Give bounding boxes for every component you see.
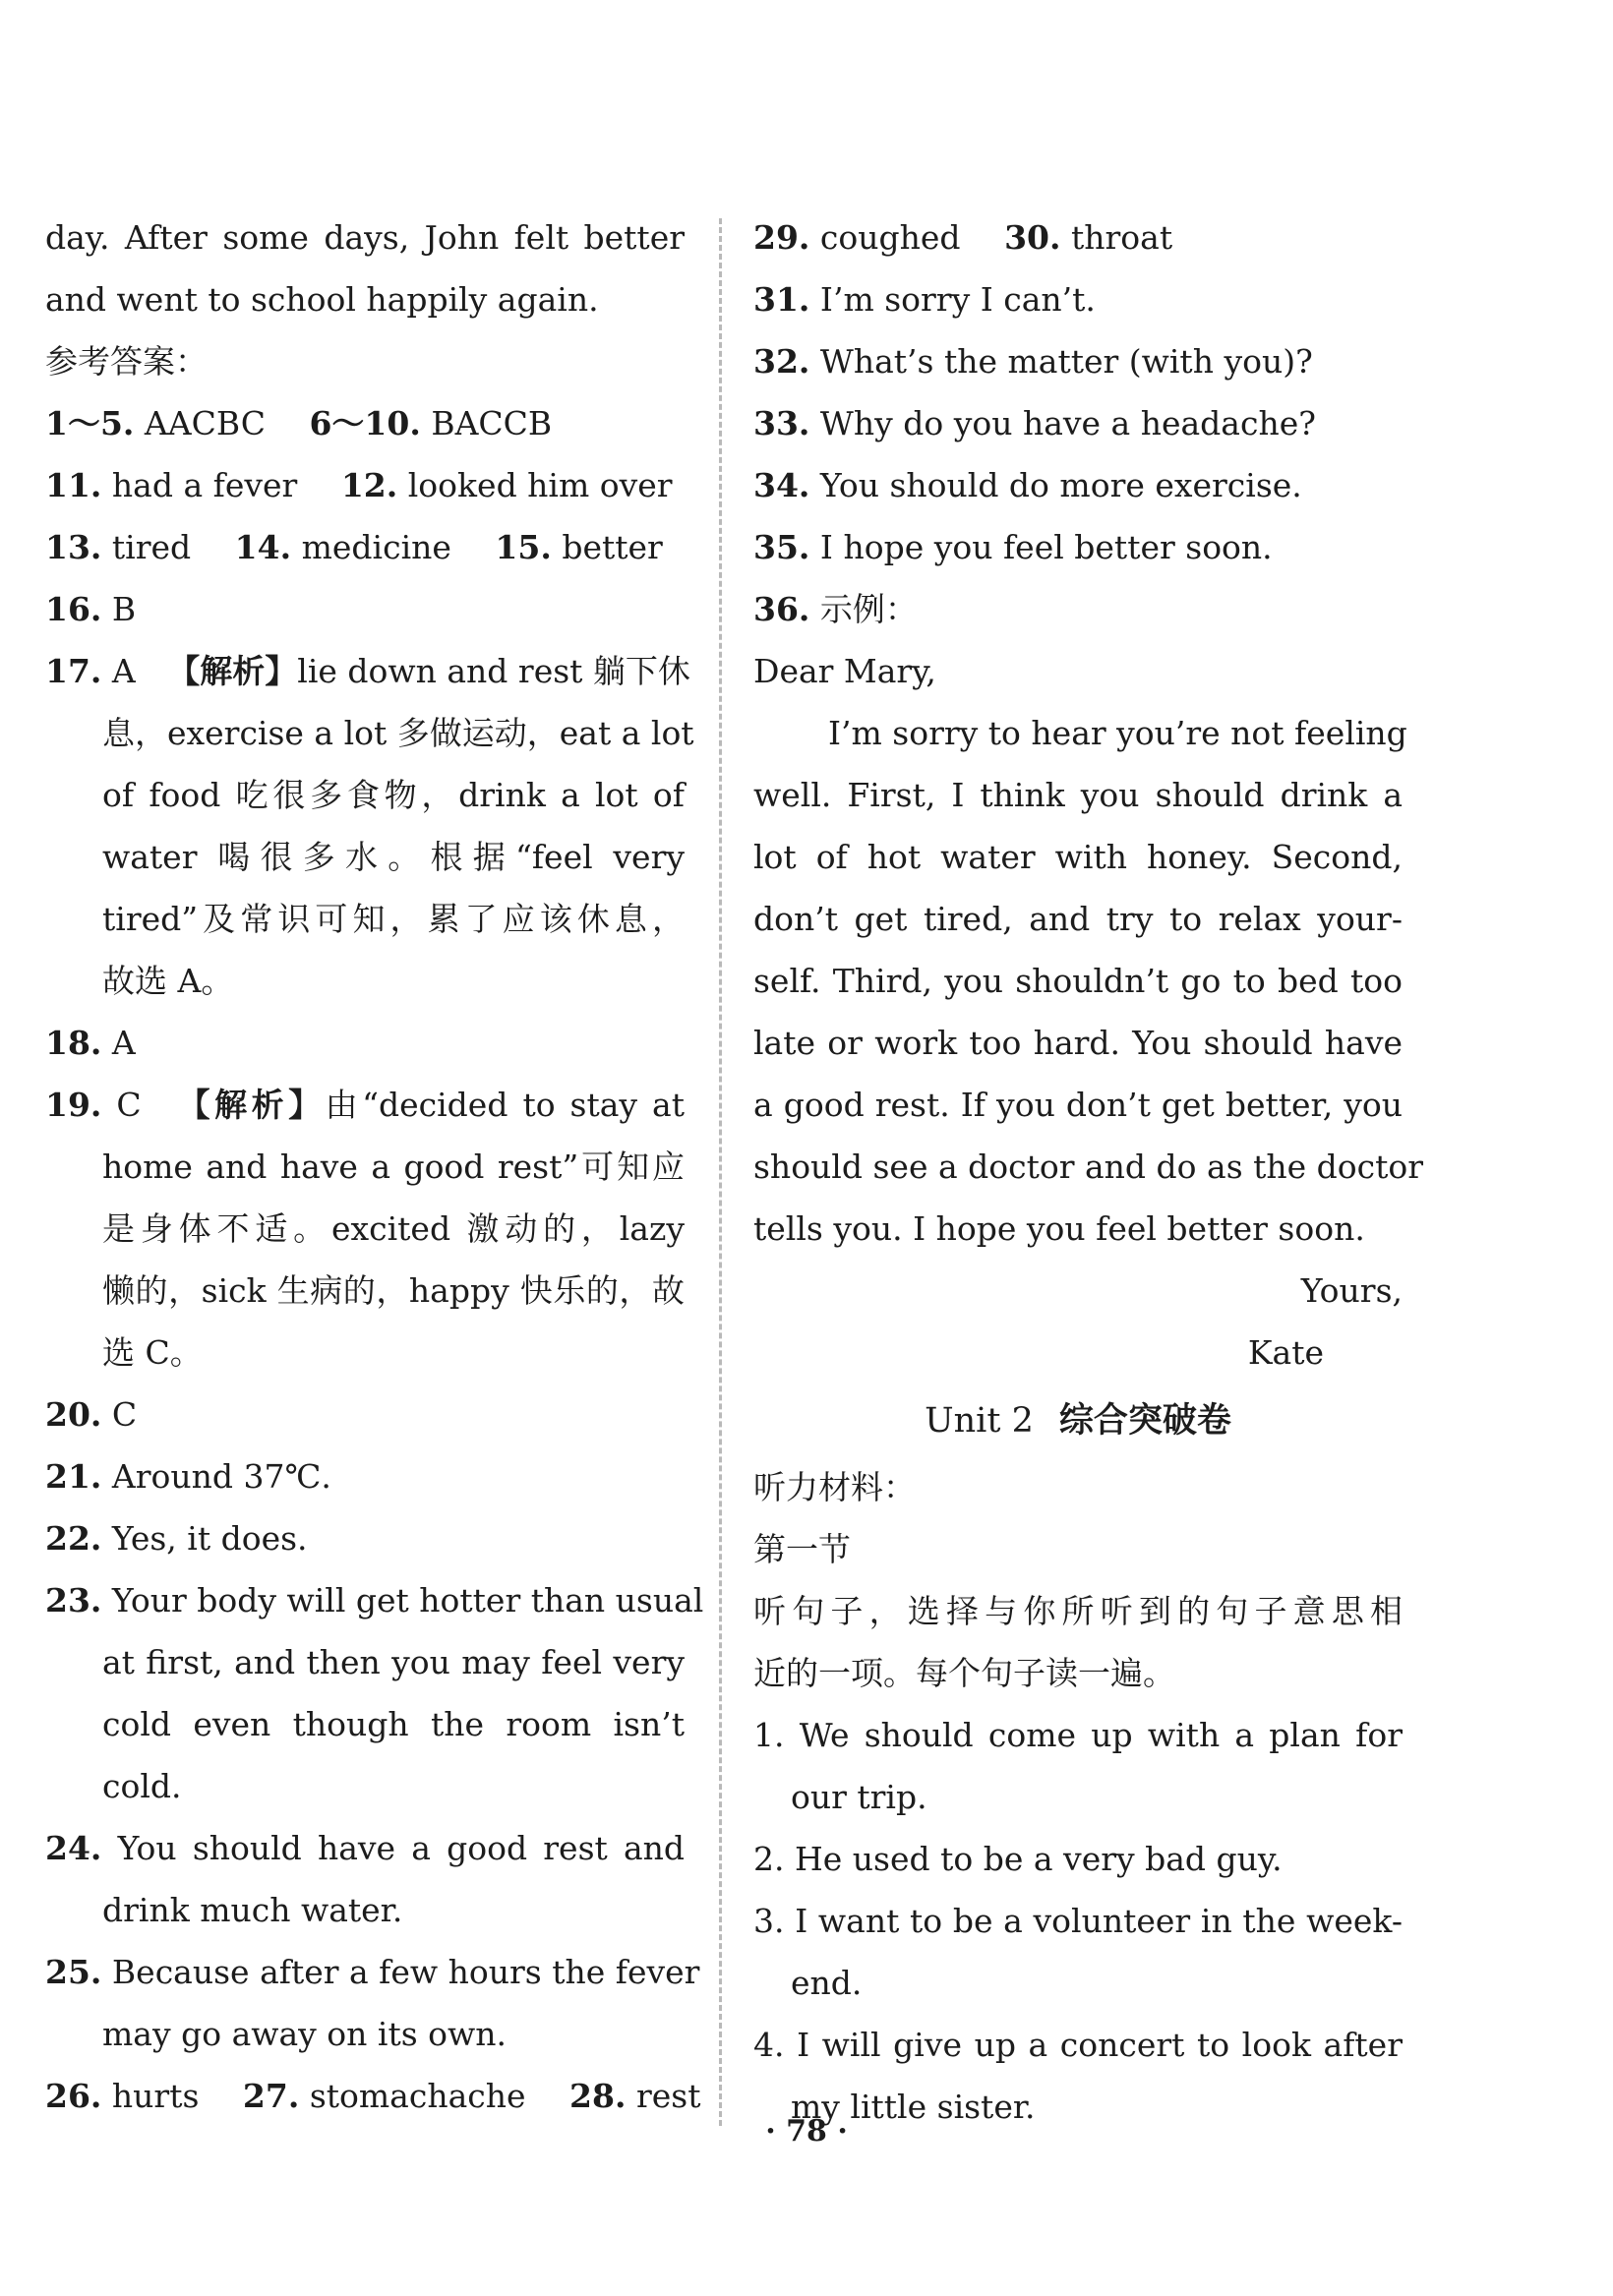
sentence-line: our trip. <box>791 1778 927 1816</box>
right-column <box>753 206 1424 2138</box>
answer-number: 30. <box>1004 218 1061 257</box>
sentence-item <box>753 1890 1403 1952</box>
answers-label: 参考答案： <box>45 342 208 381</box>
answer-text: Why do you have a headache? <box>819 404 1316 442</box>
answer-text: rest <box>635 2077 701 2115</box>
letter-signature: Kate <box>1247 1333 1324 1372</box>
analysis-text: lie down and rest 躺下休 <box>297 652 690 690</box>
answer-text: C <box>111 1395 138 1434</box>
answer-item <box>753 330 1403 392</box>
answer-text: throat <box>1070 218 1173 257</box>
answer-item <box>45 578 685 640</box>
sentence-item <box>753 1704 1403 1766</box>
text-line: day. After some days, John felt better <box>45 218 685 257</box>
answer-item <box>45 1074 685 1136</box>
sentence-text: We should come up with a plan for <box>799 1716 1403 1754</box>
answer-item <box>45 1507 685 1569</box>
answer-number: 17. <box>45 652 102 690</box>
answer-number: 20. <box>45 1395 102 1434</box>
answer-text: stomachache <box>309 2077 526 2115</box>
sentence-number: 1. <box>753 1716 785 1754</box>
listening-label: 听力材料： <box>753 1468 916 1506</box>
answer-text: BACCB <box>431 404 553 442</box>
sentence-line: my little sister. <box>791 2088 1036 2126</box>
letter-greeting: Dear Mary, <box>753 652 936 690</box>
answer-text: 示例： <box>819 590 918 628</box>
answer-number: 27. <box>242 2077 300 2115</box>
sentence-text: I will give up a concert to look after <box>797 2026 1403 2064</box>
column-divider <box>719 218 722 2126</box>
letter-line: lot of hot water with honey. Second, <box>753 838 1403 876</box>
analysis-line: tired”及常识可知，累了应该休息， <box>102 900 685 938</box>
answer-item <box>45 1445 685 1507</box>
answer-text: AACBC <box>144 404 266 442</box>
answer-line: cold even though the room isn’t <box>102 1705 685 1743</box>
sentence-text: I want to be a volunteer in the week- <box>795 1902 1403 1940</box>
answer-item <box>753 516 1403 578</box>
answer-item <box>753 454 1403 516</box>
answer-item <box>753 268 1403 330</box>
sentence-number: 2. <box>753 1840 785 1878</box>
answer-text: I’m sorry I can’t. <box>819 280 1096 319</box>
answer-number: 29. <box>753 218 810 257</box>
answer-text: Yes, it does. <box>111 1519 308 1558</box>
answer-text: A <box>111 652 136 690</box>
answer-item <box>45 1569 704 1631</box>
answer-number: 33. <box>753 404 810 442</box>
answer-text: had a fever <box>111 466 298 504</box>
analysis-text: 由“decided to stay at <box>325 1086 685 1124</box>
analysis-line: of food 吃很多食物，drink a lot of <box>102 776 685 814</box>
instruction-line: 听句子，选择与你所听到的句子意思相 <box>753 1592 1403 1630</box>
sentence-text: He used to be a very bad guy. <box>795 1840 1283 1878</box>
answer-number: 24. <box>45 1829 102 1867</box>
answer-number: 11. <box>45 466 102 504</box>
answer-number: 1～5. <box>45 404 135 442</box>
answer-number: 13. <box>45 528 102 566</box>
answer-text: A <box>111 1024 136 1062</box>
answer-number: 25. <box>45 1953 102 1991</box>
answer-text: You should have a good rest and <box>117 1829 685 1867</box>
answer-item <box>753 578 1403 640</box>
answer-number: 36. <box>753 590 810 628</box>
answer-item <box>45 1383 685 1445</box>
answer-item <box>45 516 685 578</box>
answer-text: hurts <box>111 2077 200 2115</box>
letter-line: late or work too hard. You should have <box>753 1024 1403 1062</box>
answer-number: 19. <box>45 1086 102 1124</box>
answer-item <box>45 1941 700 2003</box>
answer-text: I hope you feel better soon. <box>819 528 1273 566</box>
answer-text: better <box>562 528 663 566</box>
answer-text: Because after a few hours the fever <box>111 1953 700 1991</box>
answer-line: drink much water. <box>102 1891 403 1929</box>
letter-line: I’m sorry to hear you’re not feeling <box>828 714 1407 752</box>
answer-number: 23. <box>45 1581 102 1619</box>
answer-number: 16. <box>45 590 102 628</box>
answer-text: Your body will get hotter than usual <box>111 1581 704 1619</box>
analysis-line: 是身体不适。excited 激动的，lazy <box>102 1209 685 1248</box>
answer-text: tired <box>111 528 192 566</box>
answer-number: 14. <box>234 528 292 566</box>
analysis-line: water 喝很多水。根据“feel very <box>102 838 685 876</box>
analysis-tag: 【解析】 <box>177 1086 326 1124</box>
analysis-line: home and have a good rest”可知应 <box>102 1148 685 1186</box>
unit-number: Unit 2 <box>925 1401 1034 1441</box>
analysis-line: 息，exercise a lot 多做运动，eat a lot <box>102 714 694 752</box>
answer-item <box>753 392 1403 454</box>
answer-line: may go away on its own. <box>102 2015 508 2053</box>
letter-line: self. Third, you shouldn’t go to bed too <box>753 962 1403 1000</box>
letter-closing: Yours, <box>1300 1271 1403 1310</box>
sentence-line: end. <box>791 1964 863 2002</box>
answer-text: medicine <box>301 528 451 566</box>
answer-item <box>45 1817 685 1879</box>
answer-text: What’s the matter (with you)? <box>819 342 1313 381</box>
instruction-line: 近的一项。每个句子读一遍。 <box>753 1654 1175 1692</box>
answer-item <box>45 640 690 702</box>
answer-item <box>45 1012 685 1074</box>
answer-text: You should do more exercise. <box>819 466 1302 504</box>
answer-number: 21. <box>45 1457 102 1496</box>
analysis-tag: 【解析】 <box>167 652 298 690</box>
sentence-number: 4. <box>753 2026 785 2064</box>
answer-number: 32. <box>753 342 810 381</box>
answer-item <box>753 206 1403 268</box>
answer-item <box>45 392 685 454</box>
letter-line: a good rest. If you don’t get better, you <box>753 1086 1403 1124</box>
letter-line: tells you. I hope you feel better soon. <box>753 1209 1365 1248</box>
answer-text: C <box>116 1086 142 1124</box>
answer-text: looked him over <box>407 466 673 504</box>
answer-number: 12. <box>340 466 398 504</box>
answer-text: Around 37℃. <box>111 1457 331 1496</box>
answer-number: 6～10. <box>309 404 421 442</box>
answer-number: 28. <box>569 2077 627 2115</box>
letter-line: well. First, I think you should drink a <box>753 776 1403 814</box>
analysis-line: 懒的，sick 生病的，happy 快乐的，故 <box>102 1271 685 1310</box>
sentence-item <box>753 1828 1403 1890</box>
letter-line: should see a doctor and do as the doctor <box>753 1148 1424 1186</box>
analysis-line: 故选 A。 <box>102 962 234 1000</box>
answer-number: 35. <box>753 528 810 566</box>
sentence-item <box>753 2014 1403 2076</box>
answer-number: 26. <box>45 2077 102 2115</box>
answer-text: coughed <box>819 218 961 257</box>
answer-line: cold. <box>102 1767 182 1805</box>
answer-number: 22. <box>45 1519 102 1558</box>
answer-number: 15. <box>495 528 552 566</box>
letter-line: don’t get tired, and try to relax your- <box>753 900 1403 938</box>
answer-item <box>45 454 685 516</box>
answer-number: 18. <box>45 1024 102 1062</box>
page-number: · 78 · <box>765 2114 848 2149</box>
answer-text: B <box>111 590 137 628</box>
unit-name: 综合突破卷 <box>1058 1400 1231 1441</box>
unit-title <box>753 1387 1403 1456</box>
analysis-line: 选 C。 <box>102 1333 203 1372</box>
answer-number: 34. <box>753 466 810 504</box>
answer-number: 31. <box>753 280 810 319</box>
left-column <box>45 206 704 2127</box>
sentence-number: 3. <box>753 1902 785 1940</box>
answer-line: at first, and then you may feel very <box>102 1643 685 1681</box>
section-label: 第一节 <box>753 1530 851 1568</box>
text-line: and went to school happily again. <box>45 280 599 319</box>
